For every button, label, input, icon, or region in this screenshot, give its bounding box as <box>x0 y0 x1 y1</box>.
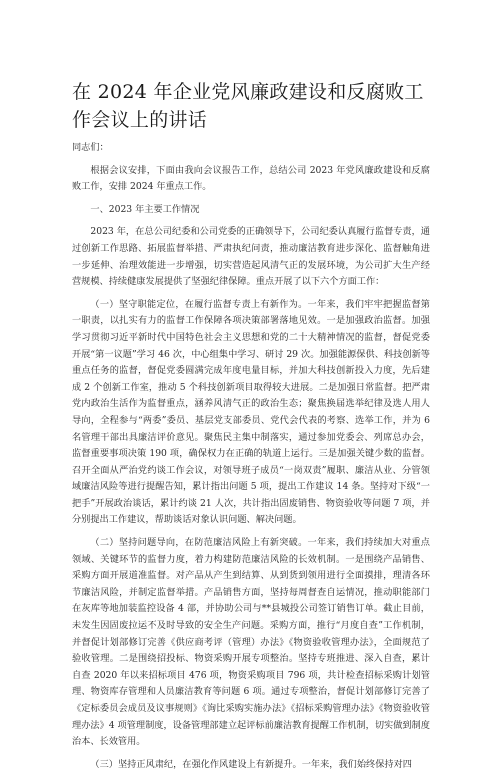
body-paragraph: （二）坚持问题导向，在防范廉洁风险上有新突破。一年来，我们持续加大对重点领域、关键环节的监督力度，着力构建防范廉洁风险的长效机制。一是围绕产品销售、采购方面开展道准监督。对产品从产生到结算、从到货到领用进行全面摸排，理清各环节廉洁风险，并制定监督举措。产品销售方面，坚持每周督查自运情况，推动职能部门在灰库等地加装监控设备 4 部，并协助公司与**县城投公司签订销售订单。截止目前，未发生因固废拉运不及时导致的安全生产问题。采购方面，推行“月度自查”工作机制，并督促计划部修订完善《供应商考评（管理）办法》《物资验收管理办法》，全面规范了验收管理。二是围绕招投标、物资采购开展专项整治。坚持专班推进、深入自查，累计自查 2020 年以来招标项目 476 项，物资采购项目 796 项，共计检查招标采购计划管理、物资库存管理和人员廉洁教育等问题 6 项。通过专项整治，督促计划部修订完善了《定标委员会成员及议事规则》《询比采购实施办法》《招标采购管理办法》《物资验收管理办法》4 项管理制度，设备管理部建立起评标前廉洁教育提醒工作机制，切实做到制度治本、长效管用。 <box>72 537 430 748</box>
salutation: 同志们： <box>72 142 109 153</box>
section-heading: 一、2023 年主要工作情况 <box>90 203 200 215</box>
document-title: 在 2024 年企业党风廉政建设和反腐败工作会议上的讲话 <box>72 81 424 131</box>
body-paragraph: 2023 年，在总公司纪委和公司党委的正确领导下，公司纪委认真履行监督专责，通过创新工作思路、拓展监督举措、严肃执纪问责，推动廉洁教育进步深化、监督触角进一步延伸、治理效能进一步增强，切实营造起风清气正的发展环境，为公司扩大生产经营规模、持续健康发展提供了坚强纪律保障。重点开展了以下六个方面工作： <box>72 226 430 288</box>
body-paragraph: （一）坚守职能定位，在履行监督专责上有新作为。一年来，我们牢牢把握监督第一职责，以扎实有力的监督工作保障各项决策部署落地见效。一是加强政治监督。加强学习贯彻习近平新时代中国特色社会主义思想和党的二十大精神情况的监督，督促党委开展“第一议题”学习 46 次，中心组集中学习、研讨 29 次。加强能源保供、科技创新等重点任务的监督，督促党委圆满完成年度电量目标，并加大科技创新投入力度，先后建成 2 个创新工作室，推动 5 个科技创新项目取得较大进展。二是加强日常监督。把严肃党内政治生活作为监督重点，涵养风清气正的政治生态；聚焦换届选举纪律及选人用人导向，全程参与“两委”委员、基层党支部委员、党代会代表的考察、选举工作，并为 6 名管理干部出具廉洁评价意见。聚焦民主集中制落实，通过参加党委会、列席总办会，监督重要事项决策 190 项，确保权力在正确的轨道上运行。三是加强关键少数的监督。召开全面从严治党约谈工作会议，对领导班子成员“一岗双责”履职、廉洁从业、分管领域廉洁风险等进行提醒告知，累计指出问题 5 项，提出工作建议 14 条。坚持对下级“一把手”开展政治谈话，累计约谈 21 人次，共计指出固废销售、物资验收等问题 7 项，并分别提出工作建议，帮助谈话对象认识问题、解决问题。 <box>72 298 430 526</box>
intro-paragraph: 根据会议安排，下面由我向会议报告工作，总结公司 2023 年党风廉政建设和反腐败工作，安排 2024 年重点工作。 <box>72 164 430 193</box>
document-body <box>72 140 430 773</box>
body-paragraph: （三）坚持正风肃纪，在强化作风建设上有新提升。一年来，我们始终保持对四 <box>90 758 412 770</box>
